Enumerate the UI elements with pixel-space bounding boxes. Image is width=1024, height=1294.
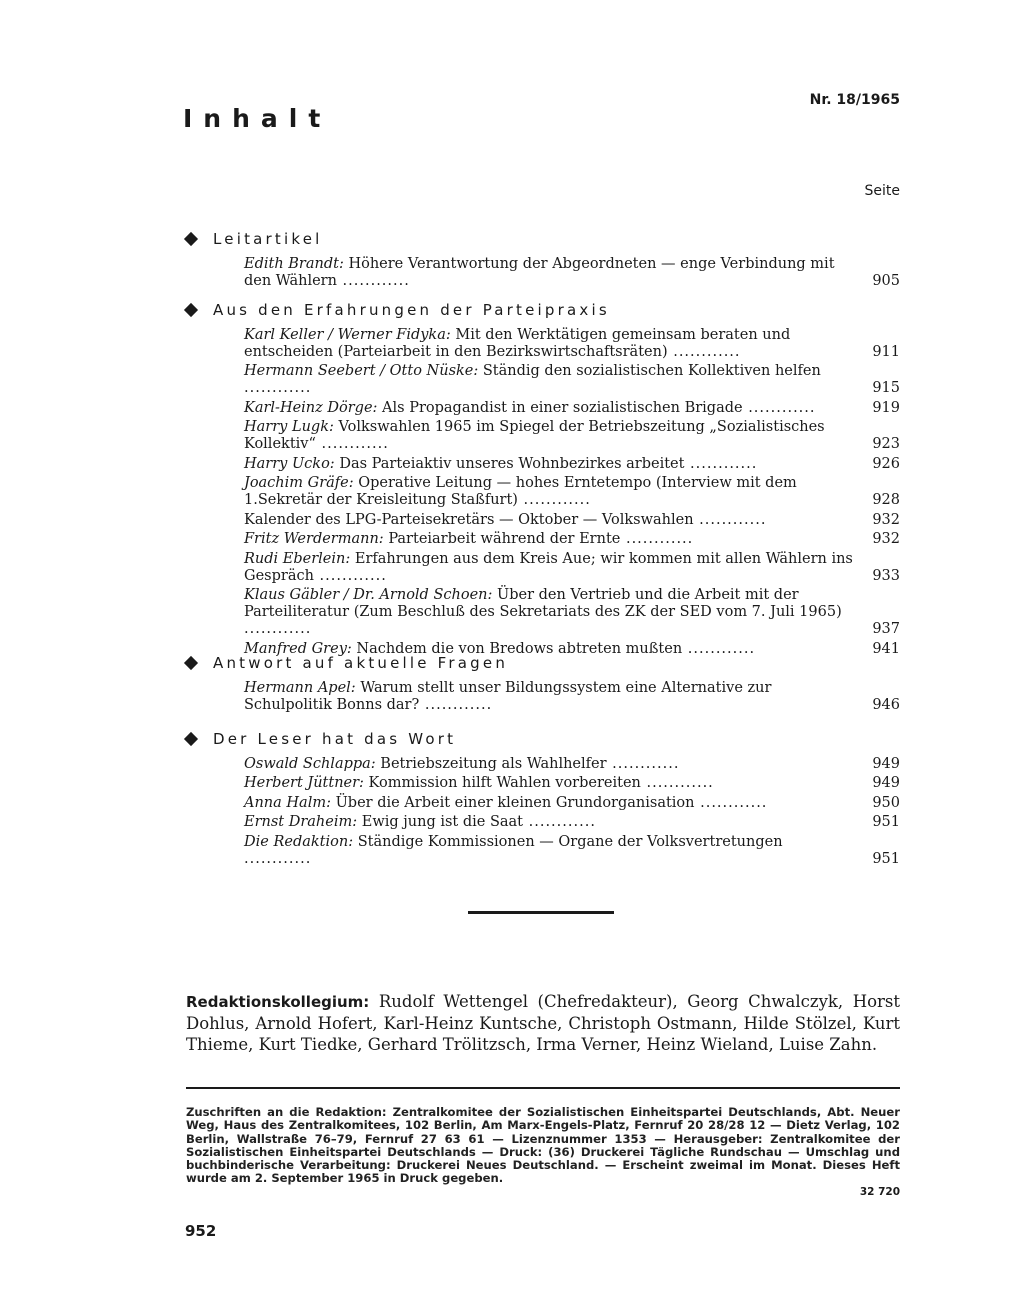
- toc-entry[interactable]: [244, 456, 900, 473]
- entry-text: [244, 475, 854, 509]
- entry-text: [244, 587, 854, 638]
- page-number: 952: [185, 1222, 217, 1240]
- leader-dots: ............: [315, 436, 389, 452]
- entry-page-number: 923: [872, 436, 900, 452]
- entry-title: Ewig jung ist die Saat: [361, 814, 524, 830]
- toc-entry[interactable]: [244, 775, 900, 792]
- entry-page-number: 937: [872, 621, 900, 637]
- print-code: 32 720: [859, 1186, 900, 1198]
- entry-title: Ständig den sozialistischen Kollektiven helfen: [482, 363, 821, 379]
- page-title: Inhalt: [183, 104, 332, 133]
- section-heading-label: Der Leser hat das Wort: [213, 730, 457, 748]
- entry-title: Betriebszeitung als Wahlhelfer: [380, 755, 607, 772]
- entry-title: Operative Leitung — hohes Erntetempo (Interview mit dem 1.Sekretär der Kreisleitung Staßfurt): [244, 475, 797, 508]
- entry-author: Klaus Gäbler / Dr. Arnold Schoen:: [244, 587, 493, 603]
- entry-page-number: 928: [872, 492, 900, 508]
- toc-entry[interactable]: [244, 512, 900, 529]
- leader-dots: ............: [336, 272, 410, 289]
- toc-entry[interactable]: [244, 531, 900, 548]
- entry-text: [244, 775, 854, 792]
- toc-entry[interactable]: [244, 400, 900, 417]
- diamond-bullet-icon: [184, 232, 198, 246]
- issue-number: Nr. 18/1965: [809, 92, 900, 108]
- leader-dots: ............: [244, 621, 312, 637]
- entry-author: Fritz Werdermann:: [244, 531, 384, 547]
- entry-page-number: 905: [872, 272, 900, 289]
- entry-author: Joachim Gräfe:: [244, 475, 354, 491]
- toc-entry[interactable]: [244, 327, 900, 361]
- entry-title: Parteiarbeit während der Ernte: [388, 531, 621, 547]
- entry-author: Karl Keller / Werner Fidyka:: [244, 326, 451, 343]
- entry-text: [244, 512, 854, 529]
- entry-page-number: 949: [872, 755, 900, 772]
- entry-text: [244, 795, 854, 812]
- toc-entry[interactable]: [244, 587, 900, 638]
- entry-author: Anna Halm:: [244, 794, 331, 811]
- entry-title: Volkswahlen 1965 im Spiegel der Betriebszeitung „Sozialistisches Kollektiv“: [244, 419, 825, 452]
- toc-entry[interactable]: [244, 551, 900, 585]
- entry-title: Das Parteiaktiv unseres Wohnbezirkes arbeitet: [339, 455, 685, 472]
- editorial-board-label: Redaktionskollegium:: [186, 993, 370, 1011]
- diamond-bullet-icon: [184, 656, 198, 670]
- section-heading: [186, 655, 900, 677]
- diamond-bullet-icon: [184, 732, 198, 746]
- section-heading: [186, 302, 900, 324]
- entry-list: [244, 756, 900, 868]
- entry-page-number: 949: [872, 775, 900, 791]
- toc-entry[interactable]: [244, 256, 900, 290]
- entry-page-number: 911: [872, 343, 900, 360]
- toc-entry[interactable]: [244, 363, 900, 397]
- imprint-text: Zuschriften an die Redaktion: Zentralkomitee der Sozialistischen Einheitspartei Deutschlands, Abt. Neuer Weg, Haus des Zentralkomitees, 102 Berlin, Am Marx-Engels-Platz, Fernruf 20 28/28 12 — Dietz Verlag, 102 Berlin, Wallstraße 76–79, Fernruf 27 63 61 — Lizenznummer 1353 — Herausgeber: Zentralkomitee der Sozialistischen Einheitspartei Deutschlands — Druck: (36) Druckerei Tägliche Rundschau — Umschlag und buchbinderische Verarbeitung: Druckerei Neues Deutschland. — Erscheint zweimal im Monat. Dieses Heft wurde am 2. September 1965 in Druck gegeben.: [186, 1105, 900, 1186]
- toc-section: [186, 231, 900, 290]
- leader-dots: ............: [693, 511, 767, 528]
- entry-list: [244, 680, 900, 714]
- entry-title: Kommission hilft Wahlen vorbereiten: [368, 775, 641, 791]
- page-column-label: Seite: [864, 183, 900, 199]
- entry-text: [244, 834, 854, 868]
- diamond-bullet-icon: [184, 303, 198, 317]
- entry-title: Ständige Kommissionen — Organe der Volksvertretungen: [357, 833, 783, 850]
- leader-dots: ............: [682, 640, 756, 657]
- section-heading: [186, 231, 900, 253]
- toc-entry[interactable]: [244, 419, 900, 453]
- leader-dots: ............: [523, 814, 596, 830]
- entry-author: Edith Brandt:: [244, 255, 344, 272]
- entry-text: [244, 327, 854, 361]
- entry-author: Ernst Draheim:: [244, 814, 358, 830]
- toc-section: [186, 302, 900, 658]
- entry-page-number: 919: [872, 399, 900, 416]
- entry-page-number: 941: [872, 640, 900, 657]
- entry-author: Oswald Schlappa:: [244, 755, 376, 772]
- entry-page-number: 932: [872, 531, 900, 547]
- entry-author: Manfred Grey:: [244, 640, 352, 657]
- toc-entry[interactable]: [244, 756, 900, 773]
- entry-author: Rudi Eberlein:: [244, 550, 351, 567]
- leader-dots: ............: [620, 531, 694, 547]
- entry-text: [244, 680, 854, 714]
- entry-text: [244, 256, 854, 290]
- entry-author: Herbert Jüttner:: [244, 775, 364, 791]
- imprint-rule: [186, 1087, 900, 1089]
- leader-dots: ............: [313, 567, 387, 584]
- entry-title: Über die Arbeit einer kleinen Grundorganisation: [335, 794, 695, 811]
- entry-list: [244, 327, 900, 658]
- toc-entry[interactable]: [244, 475, 900, 509]
- entry-text: [244, 814, 854, 831]
- entry-page-number: 946: [872, 696, 900, 713]
- entry-title: Kalender des LPG-Parteisekretärs — Oktober — Volkswahlen: [244, 511, 694, 528]
- entry-page-number: 926: [872, 455, 900, 472]
- entry-title: Erfahrungen aus dem Kreis Aue; wir kommen mit allen Wählern ins Gespräch: [244, 550, 853, 584]
- leader-dots: ............: [244, 380, 312, 396]
- leader-dots: ............: [606, 755, 680, 772]
- toc-section: [186, 655, 900, 714]
- leader-dots: ............: [517, 492, 591, 508]
- entry-title: Höhere Verantwortung der Abgeordneten — enge Verbindung mit den Wählern: [244, 255, 835, 289]
- leader-dots: ............: [694, 794, 768, 811]
- toc-entry[interactable]: [244, 834, 900, 868]
- entry-page-number: 932: [872, 511, 900, 528]
- entry-author: Karl-Heinz Dörge:: [244, 399, 378, 416]
- entry-text: [244, 756, 854, 773]
- entry-text: [244, 551, 854, 585]
- entry-page-number: 950: [872, 794, 900, 811]
- leader-dots: ............: [667, 343, 741, 360]
- toc-entry[interactable]: [244, 680, 900, 714]
- toc-entry[interactable]: [244, 795, 900, 812]
- entry-author: Harry Ucko:: [244, 455, 335, 472]
- leader-dots: ............: [742, 399, 816, 416]
- entry-list: [244, 256, 900, 290]
- toc-section: [186, 731, 900, 868]
- entry-title: Nachdem die von Bredows abtreten mußten: [356, 640, 683, 657]
- editorial-board: [186, 991, 900, 1055]
- entry-text: [244, 363, 854, 397]
- section-heading-label: Antwort auf aktuelle Fragen: [213, 654, 509, 672]
- entry-page-number: 951: [872, 814, 900, 830]
- entry-page-number: 915: [872, 380, 900, 396]
- toc-entry[interactable]: [244, 814, 900, 831]
- leader-dots: ............: [640, 775, 714, 791]
- entry-author: Hermann Seebert / Otto Nüske:: [244, 363, 479, 379]
- entry-page-number: 951: [872, 850, 900, 867]
- section-heading-label: Aus den Erfahrungen der Parteipraxis: [213, 301, 610, 319]
- entry-title: Warum stellt unser Bildungssystem eine Alternative zur Schulpolitik Bonns dar?: [244, 679, 772, 713]
- separator-rule: [468, 911, 614, 914]
- entry-text: [244, 531, 854, 548]
- entry-text: [244, 419, 854, 453]
- entry-author: Hermann Apel:: [244, 679, 356, 696]
- entry-title: Über den Vertrieb und die Arbeit mit der Parteiliteratur (Zum Beschluß des Sekretariats des ZK der SED vom 7. Juli 1965): [244, 587, 842, 620]
- entry-text: [244, 400, 854, 417]
- leader-dots: ............: [244, 850, 312, 867]
- entry-title: Mit den Werktätigen gemeinsam beraten und entscheiden (Parteiarbeit in den Bezirkswirtschaftsräten): [244, 326, 791, 360]
- leader-dots: ............: [684, 455, 758, 472]
- section-heading-label: Leitartikel: [213, 230, 323, 248]
- leader-dots: ............: [419, 696, 493, 713]
- entry-text: [244, 456, 854, 473]
- entry-author: Harry Lugk:: [244, 419, 334, 435]
- editorial-board-members: Rudolf Wettengel (Chefredakteur), Georg Chwalczyk, Horst Dohlus, Arnold Hofert, Karl-Heinz Kuntsche, Christoph Ostmann, Hilde Stölzel, Kurt Thieme, Kurt Tiedke, Gerhard Trölitzsch, Irma Verner, Heinz Wieland, Luise Zahn.: [186, 992, 901, 1054]
- entry-author: Die Redaktion:: [244, 833, 354, 850]
- section-heading: [186, 731, 900, 753]
- entry-page-number: 933: [872, 567, 900, 584]
- entry-title: Als Propagandist in einer sozialistischen Brigade: [382, 399, 743, 416]
